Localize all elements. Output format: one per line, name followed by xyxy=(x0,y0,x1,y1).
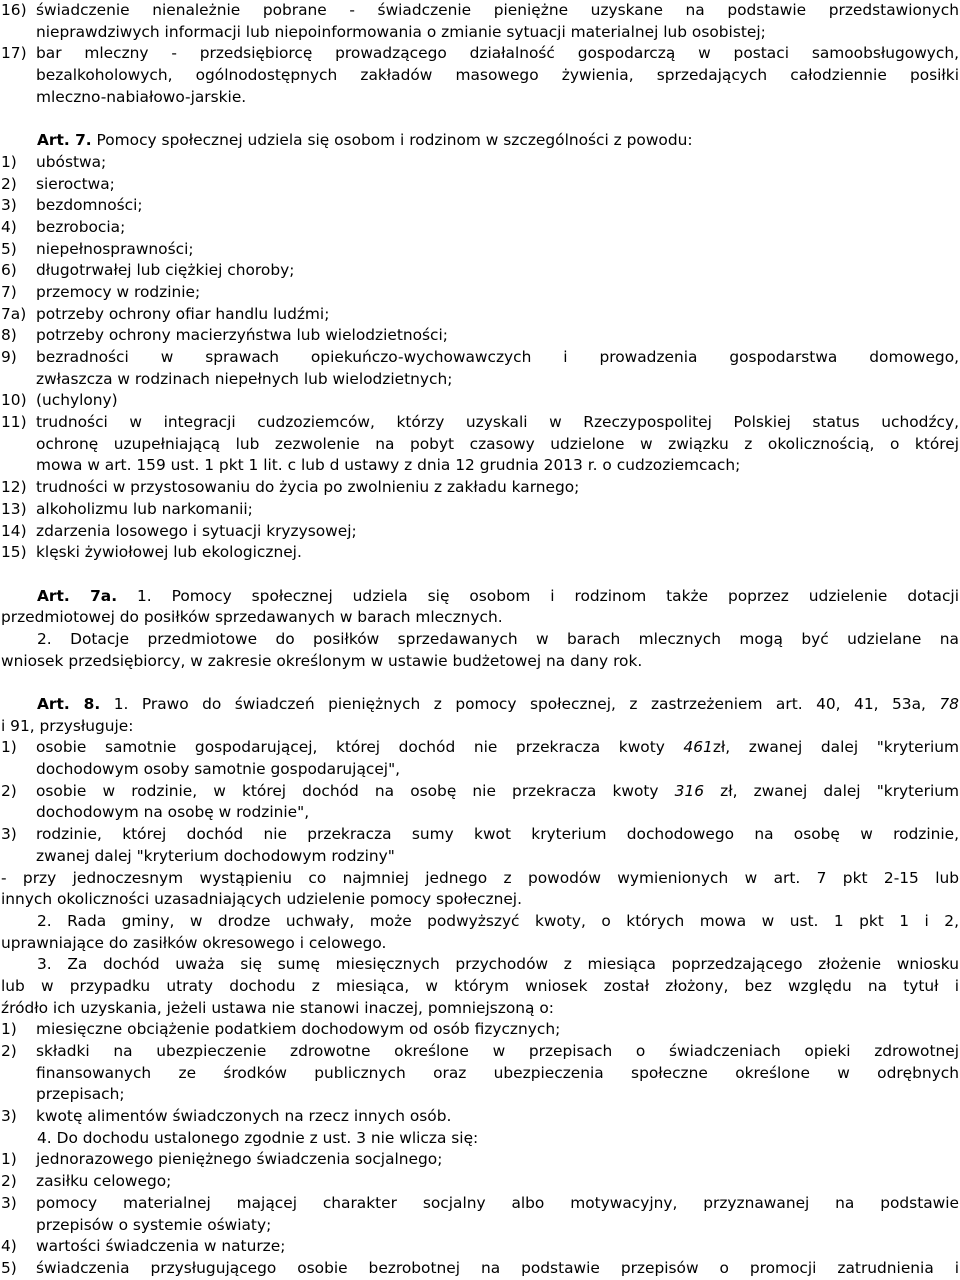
item-text: wartości świadczenia w naturze; xyxy=(36,1237,286,1256)
item-number: 8) xyxy=(1,326,17,345)
paragraph-text: Za dochód uważa się sumę miesięcznych przychodów z miesiąca poprzedzającego złożenie wniosku xyxy=(67,955,959,974)
item-number: 9) xyxy=(1,348,17,366)
paragraph-line xyxy=(1,716,959,738)
item-number: 16) xyxy=(1,1,27,19)
item-continuation xyxy=(1,1063,959,1085)
item-text: klęski żywiołowej lub ekologicznej. xyxy=(36,543,302,562)
item-text: przepisów o systemie oświaty; xyxy=(36,1215,272,1234)
paragraph-text: uprawniające do zasiłków okresowego i celowego. xyxy=(1,933,387,952)
item-number: 1) xyxy=(1,1020,17,1039)
list-item xyxy=(1,347,959,369)
list-item xyxy=(1,152,959,174)
paragraph-text: innych okoliczności uzasadniających udzielenie pomocy społecznej. xyxy=(1,890,522,909)
item-text-italic: 316 xyxy=(674,781,705,800)
item-number: 6) xyxy=(1,261,17,280)
paragraph-line xyxy=(1,607,959,629)
item-text-part: zł, zwanej dalej "kryterium xyxy=(704,781,959,800)
item-text xyxy=(36,782,959,800)
item-text: bezrobocia; xyxy=(36,217,126,236)
list-item xyxy=(1,824,959,846)
item-text: zdarzenia losowego i sytuacji kryzysowej; xyxy=(36,521,357,540)
item-text: mleczno-nabiałowo-jarskie. xyxy=(36,87,247,106)
item-continuation xyxy=(1,65,959,87)
item-text-part: osobie samotnie gospodarującej, której dochód nie przekracza kwoty xyxy=(36,738,684,757)
item-number: 3) xyxy=(1,825,17,844)
paragraph-text: Dotacje przedmiotowe do posiłków sprzedawanych w barach mlecznych mogą być udzielane na xyxy=(70,629,959,648)
paragraph-text: lub w przypadku utraty dochodu z miesiąca, w którym wniosek został złożony, bez względu na tytuł i xyxy=(1,976,959,995)
list-item xyxy=(1,1106,959,1128)
paragraph-text-italic: 78 xyxy=(939,695,959,713)
item-text: trudności w przystosowaniu do życia po zwolnieniu z zakładu karnego; xyxy=(36,478,580,497)
item-number: 1) xyxy=(1,152,17,171)
spacer xyxy=(1,108,959,130)
list-item xyxy=(1,43,959,65)
list-item xyxy=(1,1236,959,1258)
item-text: finansowanych ze środków publicznych oraz ubezpieczenia społeczne określone w odrębnych xyxy=(36,1063,959,1082)
item-text: bezradności w sprawach opiekuńczo-wychowawczych i prowadzenia gospodarstwa domowego, xyxy=(36,348,959,366)
item-number: 13) xyxy=(1,499,27,518)
paragraph-text: - przy jednoczesnym wystąpieniu co najmniej jednego z powodów wymienionych w art. 7 pkt 2-15 lub xyxy=(1,868,959,887)
item-text-italic: 461 xyxy=(683,738,713,757)
item-number: 4) xyxy=(1,217,17,236)
item-number: 15) xyxy=(1,543,27,562)
item-number: 2) xyxy=(1,1172,17,1191)
item-continuation xyxy=(1,455,959,477)
item-text: bezdomności; xyxy=(36,196,143,215)
item-number: 7a) xyxy=(1,304,27,323)
item-number: 5) xyxy=(1,239,17,258)
paragraph-line xyxy=(1,954,959,976)
paragraph-text: przedmiotowej do posiłków sprzedawanych w barach mlecznych. xyxy=(1,608,503,627)
spacer xyxy=(1,672,959,694)
item-continuation xyxy=(1,759,959,781)
paragraph-number: 1. xyxy=(136,586,152,605)
list-item xyxy=(1,412,959,434)
item-number: 3) xyxy=(1,1107,17,1126)
spacer xyxy=(1,564,959,586)
item-number: 1) xyxy=(1,738,17,757)
item-number: 4) xyxy=(1,1237,17,1256)
item-text: dochodowym na osobę w rodzinie", xyxy=(36,803,310,822)
item-text: świadczenie nienależnie pobrane - świadczenie pieniężne uzyskane na podstawie przedstawionych xyxy=(36,1,959,19)
list-item xyxy=(1,499,959,521)
paragraph-line xyxy=(1,933,959,955)
item-text: zasiłku celowego; xyxy=(36,1172,172,1191)
item-text: kwotę alimentów świadczonych na rzecz innych osób. xyxy=(36,1107,452,1126)
list-item xyxy=(1,304,959,326)
paragraph-number: 3. xyxy=(37,955,52,974)
paragraph-text: wniosek przedsiębiorcy, w zakresie określonym w ustawie budżetowej na dany rok. xyxy=(1,651,643,670)
item-number: 10) xyxy=(1,391,27,410)
article-heading-line xyxy=(1,130,959,152)
paragraph-number: 2. xyxy=(37,911,52,930)
item-continuation xyxy=(1,87,959,109)
list-item xyxy=(1,239,959,261)
item-text-part: zł, zwanej dalej "kryterium xyxy=(712,738,960,757)
item-text: niepełnosprawności; xyxy=(36,239,194,258)
paragraph-line xyxy=(1,1128,959,1150)
paragraph-line xyxy=(1,976,959,998)
list-item xyxy=(1,477,959,499)
list-item xyxy=(1,1149,959,1171)
paragraph-text: Rada gminy, w drodze uchwały, może podwyższyć kwoty, o których mowa w ust. 1 pkt 1 i 2, xyxy=(67,911,959,930)
item-text: ubóstwa; xyxy=(36,152,107,171)
list-item xyxy=(1,0,959,22)
list-item xyxy=(1,325,959,347)
list-item xyxy=(1,1193,959,1215)
item-text: potrzeby ochrony macierzyństwa lub wielodzietności; xyxy=(36,326,448,345)
list-item xyxy=(1,282,959,304)
item-text: bezalkoholowych, ogólnodostępnych zakładów masowego żywienia, sprzedających całodziennie posiłki xyxy=(36,66,959,85)
paragraph-text: Do dochodu ustalonego zgodnie z ust. 3 nie wlicza się: xyxy=(56,1128,479,1147)
item-text: alkoholizmu lub narkomanii; xyxy=(36,499,253,518)
list-item xyxy=(1,174,959,196)
item-number: 1) xyxy=(1,1150,17,1169)
article-heading-line xyxy=(1,694,959,716)
item-number: 3) xyxy=(1,1193,17,1212)
item-text: przemocy w rodzinie; xyxy=(36,282,201,301)
item-text: składki na ubezpieczenie zdrowotne określone w przepisach o świadczeniach opieki zdrowotnej xyxy=(36,1042,959,1060)
item-text: zwanej dalej "kryterium dochodowym rodziny" xyxy=(36,846,395,865)
item-number: 2) xyxy=(1,174,17,193)
item-continuation xyxy=(1,802,959,824)
item-text: jednorazowego pieniężnego świadczenia socjalnego; xyxy=(36,1150,443,1169)
item-number: 2) xyxy=(1,1042,17,1060)
item-text: (uchylony) xyxy=(36,391,118,410)
paragraph-line xyxy=(1,868,959,890)
list-item xyxy=(1,521,959,543)
paragraph-text: Pomocy społecznej udziela się osobom i rodzinom także poprzez udzielenie dotacji xyxy=(171,586,959,605)
item-text: mowa w art. 159 ust. 1 pkt 1 lit. c lub d ustawy z dnia 12 grudnia 2013 r. o cudzoziemcach; xyxy=(36,456,741,475)
list-item xyxy=(1,390,959,412)
paragraph-line xyxy=(1,889,959,911)
item-continuation xyxy=(1,434,959,456)
list-item xyxy=(1,260,959,282)
paragraph-line xyxy=(1,911,959,933)
item-text: bar mleczny - przedsiębiorcę prowadzącego działalność gospodarczą w postaci samoobsługowych, xyxy=(36,44,959,63)
list-item xyxy=(1,1171,959,1193)
paragraph-text xyxy=(142,695,959,713)
article-label: Art. 7. xyxy=(37,131,92,150)
item-text: rodzinie, której dochód nie przekracza sumy kwot kryterium dochodowego na osobę w rodzinie, xyxy=(36,825,959,844)
item-continuation xyxy=(1,1215,959,1237)
item-number: 17) xyxy=(1,44,27,63)
article-label: Art. 8. xyxy=(37,695,101,713)
paragraph-number: 1. xyxy=(113,695,129,713)
paragraph-text-part: Prawo do świadczeń pieniężnych z pomocy społecznej, z zastrzeżeniem art. 40, 41, 53a, xyxy=(141,695,940,713)
item-text: długotrwałej lub ciężkiej choroby; xyxy=(36,261,295,280)
item-text: trudności w integracji cudzoziemców, którzy uzyskali w Rzeczypospolitej Polskiej status uchodźcy, xyxy=(36,413,959,432)
item-text xyxy=(36,738,959,756)
item-number: 7) xyxy=(1,282,17,301)
list-item xyxy=(1,781,959,803)
item-text: dochodowym osoby samotnie gospodarującej", xyxy=(36,760,401,779)
item-number: 5) xyxy=(1,1258,17,1277)
item-continuation xyxy=(1,369,959,391)
paragraph-text: i 91, przysługuje: xyxy=(1,716,134,735)
list-item xyxy=(1,217,959,239)
item-text: zwłaszcza w rodzinach niepełnych lub wielodzietnych; xyxy=(36,369,453,388)
list-item xyxy=(1,1258,959,1280)
list-item xyxy=(1,542,959,564)
paragraph-number: 2. xyxy=(37,629,52,648)
item-continuation xyxy=(1,1084,959,1106)
list-item xyxy=(1,195,959,217)
item-number: 11) xyxy=(1,413,27,432)
article-label: Art. 7a. xyxy=(37,586,118,605)
item-number: 3) xyxy=(1,196,17,215)
list-item xyxy=(1,1041,959,1063)
item-text: świadczenia przysługującego osobie bezrobotnej na podstawie przepisów o promocji zatrudnienia i xyxy=(36,1258,959,1277)
item-text: przepisach; xyxy=(36,1085,125,1104)
item-continuation xyxy=(1,22,959,44)
paragraph-text: źródło ich uzyskania, jeżeli ustawa nie stanowi inaczej, pomniejszoną o: xyxy=(1,998,554,1017)
item-continuation xyxy=(1,846,959,868)
list-item xyxy=(1,737,959,759)
paragraph-line xyxy=(1,998,959,1020)
item-text-part: osobie w rodzinie, w której dochód na osobę nie przekracza kwoty xyxy=(36,781,675,800)
item-text: nieprawdziwych informacji lub niepoinformowania o zmianie sytuacji materialnej lub osobistej; xyxy=(36,22,766,41)
paragraph-line xyxy=(1,629,959,651)
item-number: 2) xyxy=(1,781,17,800)
paragraph-line xyxy=(1,651,959,673)
item-text: pomocy materialnej mającej charakter socjalny albo motywacyjny, przyznawanej na podstawie xyxy=(36,1193,959,1212)
item-number: 12) xyxy=(1,478,27,497)
article-intro: Pomocy społecznej udziela się osobom i rodzinom w szczególności z powodu: xyxy=(96,131,693,150)
list-item xyxy=(1,1019,959,1041)
article-heading-line xyxy=(1,586,959,608)
item-text: potrzeby ochrony ofiar handlu ludźmi; xyxy=(36,304,330,323)
item-number: 14) xyxy=(1,521,27,540)
item-text: miesięczne obciążenie podatkiem dochodowym od osób fizycznych; xyxy=(36,1020,561,1039)
item-text: sieroctwa; xyxy=(36,174,115,193)
item-text: ochronę uzupełniającą lub zezwolenie na pobyt czasowy udzielone w związku z okolicznością, o której xyxy=(36,434,959,453)
paragraph-number: 4. xyxy=(37,1128,52,1147)
